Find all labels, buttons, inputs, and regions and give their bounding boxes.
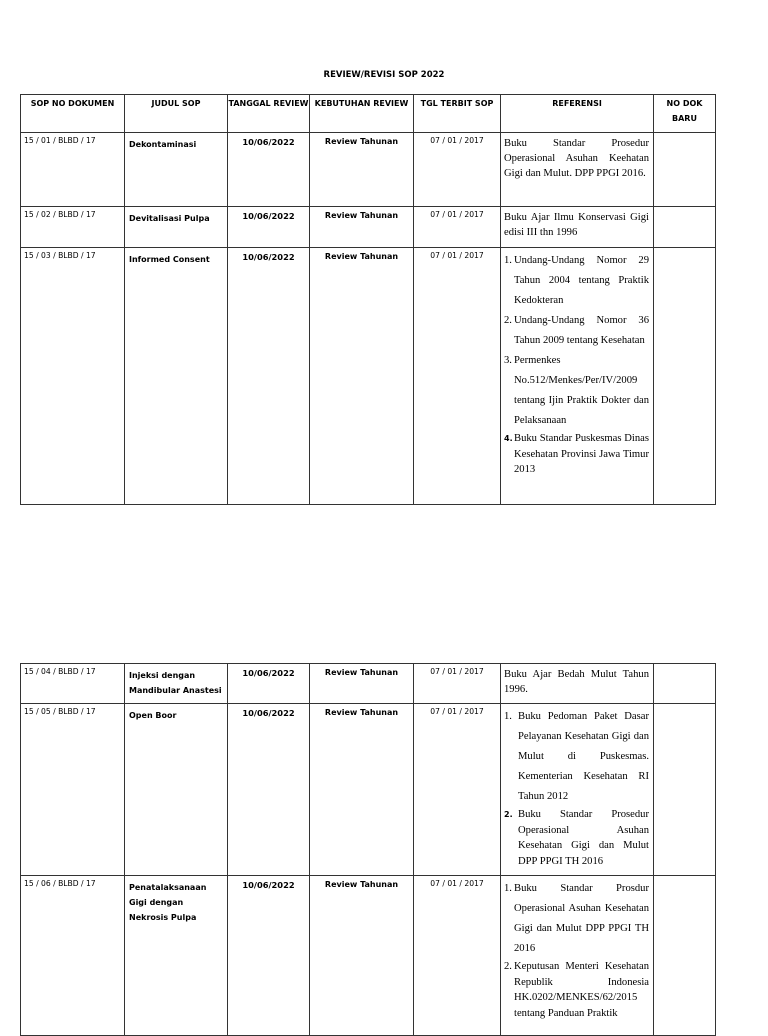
reference-item [504,351,649,431]
reference-item [504,431,649,478]
cell-kebutuhan: Review Tahunan [310,248,414,505]
reference-number: 1. [504,883,512,894]
reference-text: Undang-Undang Nomor 29 Tahun 2004 tentang Praktik Kedokteran [514,255,649,306]
cell-judul: Dekontaminasi [125,133,228,207]
reference-number: 2. [504,810,513,819]
cell-terbit: 07 / 01 / 2017 [414,207,501,248]
reference-item [504,879,649,959]
cell-no-dok-baru [654,664,716,704]
cell-judul: Informed Consent [125,248,228,505]
table-row [21,704,716,876]
header-referensi: REFERENSI [501,95,654,133]
cell-terbit: 07 / 01 / 2017 [414,248,501,505]
cell-tanggal: 10/06/2022 [228,133,310,207]
cell-terbit: 07 / 01 / 2017 [414,133,501,207]
reference-list [504,707,649,869]
cell-kebutuhan: Review Tahunan [310,704,414,876]
reference-list [504,251,649,478]
cell-tanggal: 10/06/2022 [228,664,310,704]
reference-text: Buku Pedoman Paket Dasar Pelayanan Kesehatan Gigi dan Mulut di Puskesmas. Kementerian Kesehatan RI Tahun 2012 [518,711,649,802]
reference-text: Undang-Undang Nomor 36 Tahun 2009 tentang Kesehatan [514,315,649,346]
cell-sop-no: 15 / 05 / BLBD / 17 [21,704,125,876]
cell-sop-no: 15 / 02 / BLBD / 17 [21,207,125,248]
cell-terbit: 07 / 01 / 2017 [414,664,501,704]
reference-text: Keputusan Menteri Kesehatan Republik Indonesia HK.0202/MENKES/62/2015 tentang Panduan Praktik [514,961,649,1019]
cell-no-dok-baru [654,704,716,876]
reference-item [504,311,649,351]
reference-number: 1. [504,255,512,266]
reference-item [504,251,649,311]
cell-terbit: 07 / 01 / 2017 [414,876,501,1036]
cell-tanggal: 10/06/2022 [228,876,310,1036]
header-tanggal-review: TANGGAL REVIEW [228,95,310,133]
cell-judul: Injeksi dengan Mandibular Anastesi [125,664,228,704]
reference-number: 1. [504,711,512,722]
sop-table-part-2 [20,663,716,1036]
cell-referensi [501,704,654,876]
sop-table-part-1 [20,94,716,505]
table-row [21,876,716,1036]
table-row [21,248,716,505]
cell-judul: Penatalaksanaan Gigi dengan Nekrosis Pulpa [125,876,228,1036]
cell-tanggal: 10/06/2022 [228,704,310,876]
header-sop-no-dokumen: SOP NO DOKUMEN [21,95,125,133]
cell-tanggal: 10/06/2022 [228,248,310,505]
cell-tanggal: 10/06/2022 [228,207,310,248]
cell-referensi: Buku Standar Prosedur Operasional Asuhan Keehatan Gigi dan Mulut. DPP PPGI 2016. [501,133,654,207]
reference-list [504,879,649,1021]
reference-text: Permenkes No.512/Menkes/Per/IV/2009 tentang Ijin Praktik Dokter dan Pelaksanaan [514,355,649,426]
reference-item [504,707,649,807]
reference-text: Buku Standar Prosedur Operasional Asuhan Kesehatan Gigi dan Mulut DPP PPGI TH 2016 [518,809,649,867]
header-tgl-terbit-sop: TGL TERBIT SOP [414,95,501,133]
cell-kebutuhan: Review Tahunan [310,876,414,1036]
cell-no-dok-baru [654,248,716,505]
cell-kebutuhan: Review Tahunan [310,207,414,248]
cell-no-dok-baru [654,207,716,248]
header-kebutuhan-review: KEBUTUHAN REVIEW [310,95,414,133]
reference-number: 3. [504,355,512,366]
cell-kebutuhan: Review Tahunan [310,664,414,704]
cell-referensi [501,876,654,1036]
header-no-dok-baru: NO DOK BARU [654,95,716,133]
cell-referensi [501,248,654,505]
cell-sop-no: 15 / 03 / BLBD / 17 [21,248,125,505]
cell-referensi: Buku Ajar Ilmu Konservasi Gigi edisi III thn 1996 [501,207,654,248]
cell-sop-no: 15 / 06 / BLBD / 17 [21,876,125,1036]
cell-sop-no: 15 / 04 / BLBD / 17 [21,664,125,704]
reference-text: Buku Standar Puskesmas Dinas Kesehatan Provinsi Jawa Timur 2013 [514,433,649,475]
cell-terbit: 07 / 01 / 2017 [414,704,501,876]
cell-judul: Open Boor [125,704,228,876]
table-row [21,664,716,704]
reference-number: 2. [504,315,512,326]
table-row [21,133,716,207]
reference-item [504,807,649,869]
cell-no-dok-baru [654,876,716,1036]
reference-text: Buku Standar Prosdur Operasional Asuhan Kesehatan Gigi dan Mulut DPP PPGI TH 2016 [514,883,649,954]
cell-judul: Devitalisasi Pulpa [125,207,228,248]
table-row [21,207,716,248]
cell-sop-no: 15 / 01 / BLBD / 17 [21,133,125,207]
page-title: REVIEW/REVISI SOP 2022 [323,70,445,80]
reference-number: 2. [504,961,512,972]
table-header-row [21,95,716,133]
reference-item [504,959,649,1021]
cell-kebutuhan: Review Tahunan [310,133,414,207]
cell-referensi: Buku Ajar Bedah Mulut Tahun 1996. [501,664,654,704]
cell-no-dok-baru [654,133,716,207]
reference-number: 4. [504,434,513,443]
header-judul-sop: JUDUL SOP [125,95,228,133]
